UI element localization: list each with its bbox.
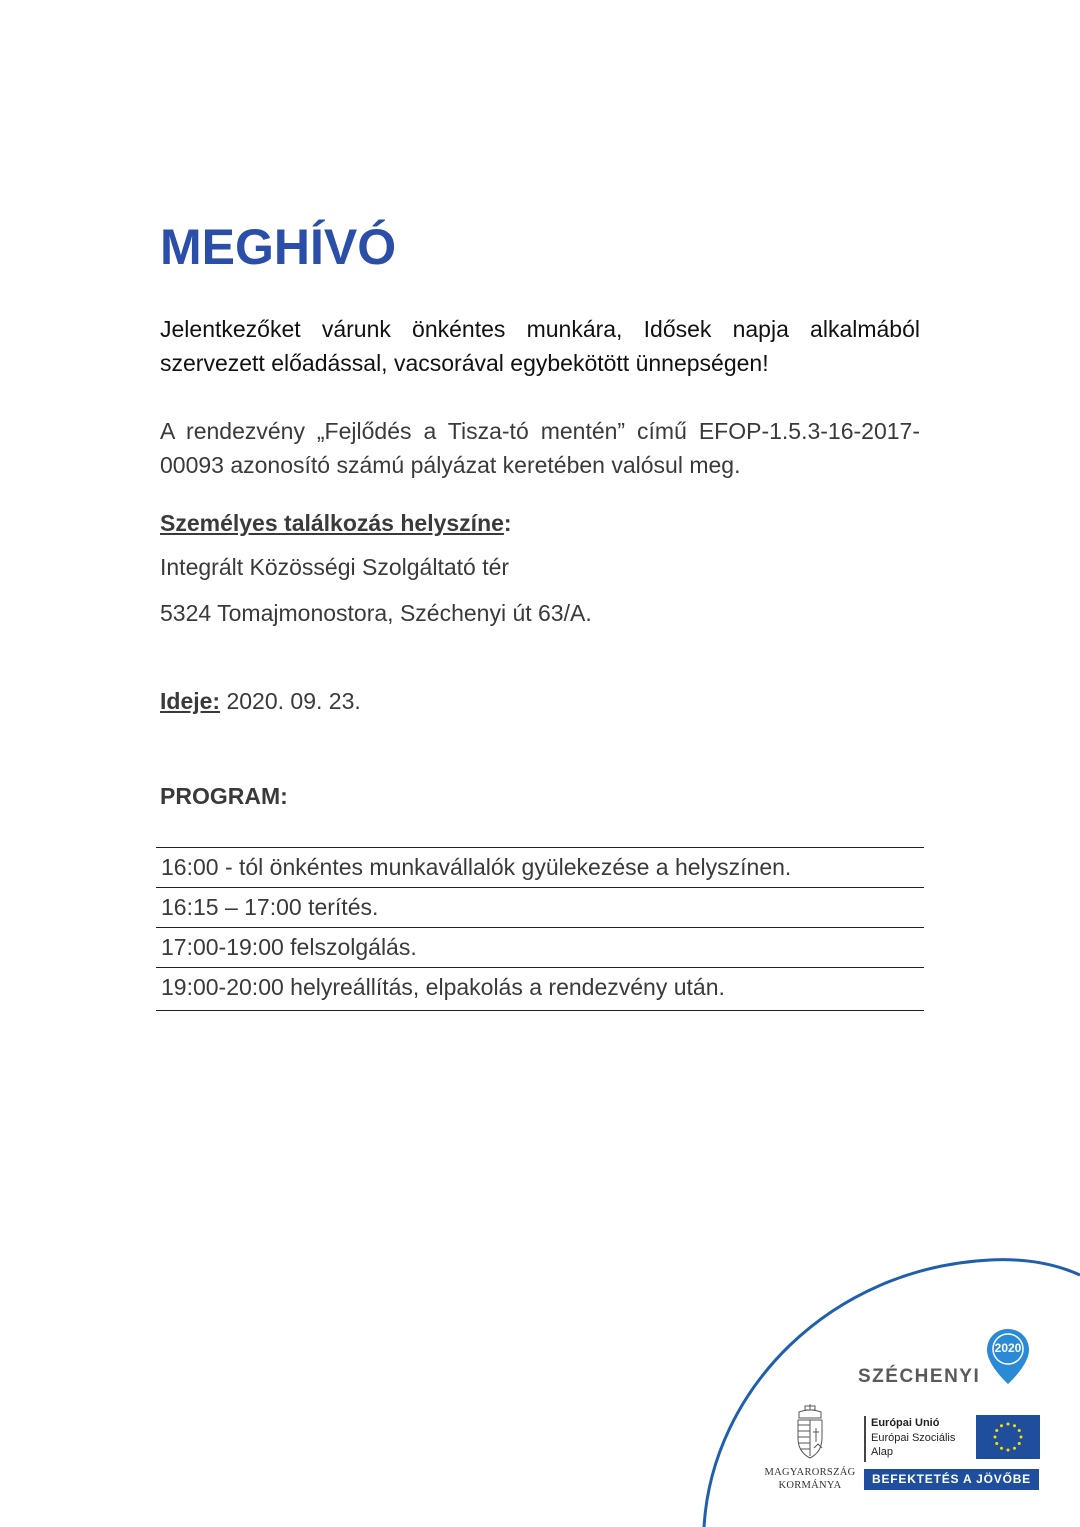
invitation-title: MEGHÍVÓ (160, 219, 397, 275)
eu-star (994, 1436, 997, 1439)
venue-name: Integrált Közösségi Szolgáltató tér (160, 554, 510, 580)
szechenyi-logo-text: SZÉCHENYI (858, 1366, 981, 1387)
eu-star (1000, 1424, 1003, 1427)
invest-banner: BEFEKTETÉS A JÖVŐBE (864, 1469, 1039, 1490)
eu-star (1013, 1424, 1016, 1427)
program-row: 16:00 - tól önkéntes munkavállalók gyülekezése a helyszínen. (156, 848, 924, 888)
venue-address: 5324 Tomajmonostora, Széchenyi út 63/A. (160, 600, 592, 626)
program-heading: PROGRAM: (160, 783, 288, 809)
eu-divider (864, 1416, 866, 1462)
program-row: 16:15 – 17:00 terítés. (156, 888, 924, 928)
hungarian-coat-of-arms-icon (793, 1404, 827, 1460)
eu-star (1018, 1442, 1021, 1445)
location-pin-icon (985, 1327, 1031, 1387)
eu-star (995, 1442, 998, 1445)
program-row: 19:00-20:00 helyreállítás, elpakolás a rendezvény után. (156, 968, 924, 1011)
date-value: 2020. 09. 23. (220, 688, 361, 714)
eu-label-line3: Alap (871, 1446, 894, 1458)
eu-star (1013, 1447, 1016, 1450)
eu-flag-icon (976, 1415, 1040, 1459)
program-row: 17:00-19:00 felszolgálás. (156, 928, 924, 968)
eu-star (1018, 1429, 1021, 1432)
venue-heading-colon: : (503, 510, 512, 536)
government-label (760, 1466, 860, 1492)
government-label-line1: MAGYARORSZÁG (764, 1467, 856, 1478)
eu-star (1007, 1423, 1010, 1426)
szechenyi-year: 2020 (994, 1341, 1022, 1355)
project-paragraph: A rendezvény „Fejlődés a Tisza-tó mentén” című EFOP-1.5.3-16-2017-00093 azonosító számú pályázat keretében valósul meg. (160, 418, 920, 478)
eu-label-line1: Európai Unió (871, 1417, 940, 1429)
eu-star (1020, 1436, 1023, 1439)
eu-label (871, 1416, 955, 1460)
date-label: Ideje: (160, 688, 221, 714)
eu-star (1007, 1449, 1010, 1452)
eu-label-line2: Európai Szociális (871, 1431, 956, 1444)
venue-heading-label: Személyes találkozás helyszíne (160, 510, 504, 536)
eu-star (1000, 1447, 1003, 1450)
eu-star (995, 1429, 998, 1432)
intro-paragraph: Jelentkezőket várunk önkéntes munkára, Idősek napja alkalmából szervezett előadással, vacsorával egybekötött ünnepségen! (160, 316, 920, 376)
government-label-line2: KORMÁNYA (778, 1480, 842, 1491)
